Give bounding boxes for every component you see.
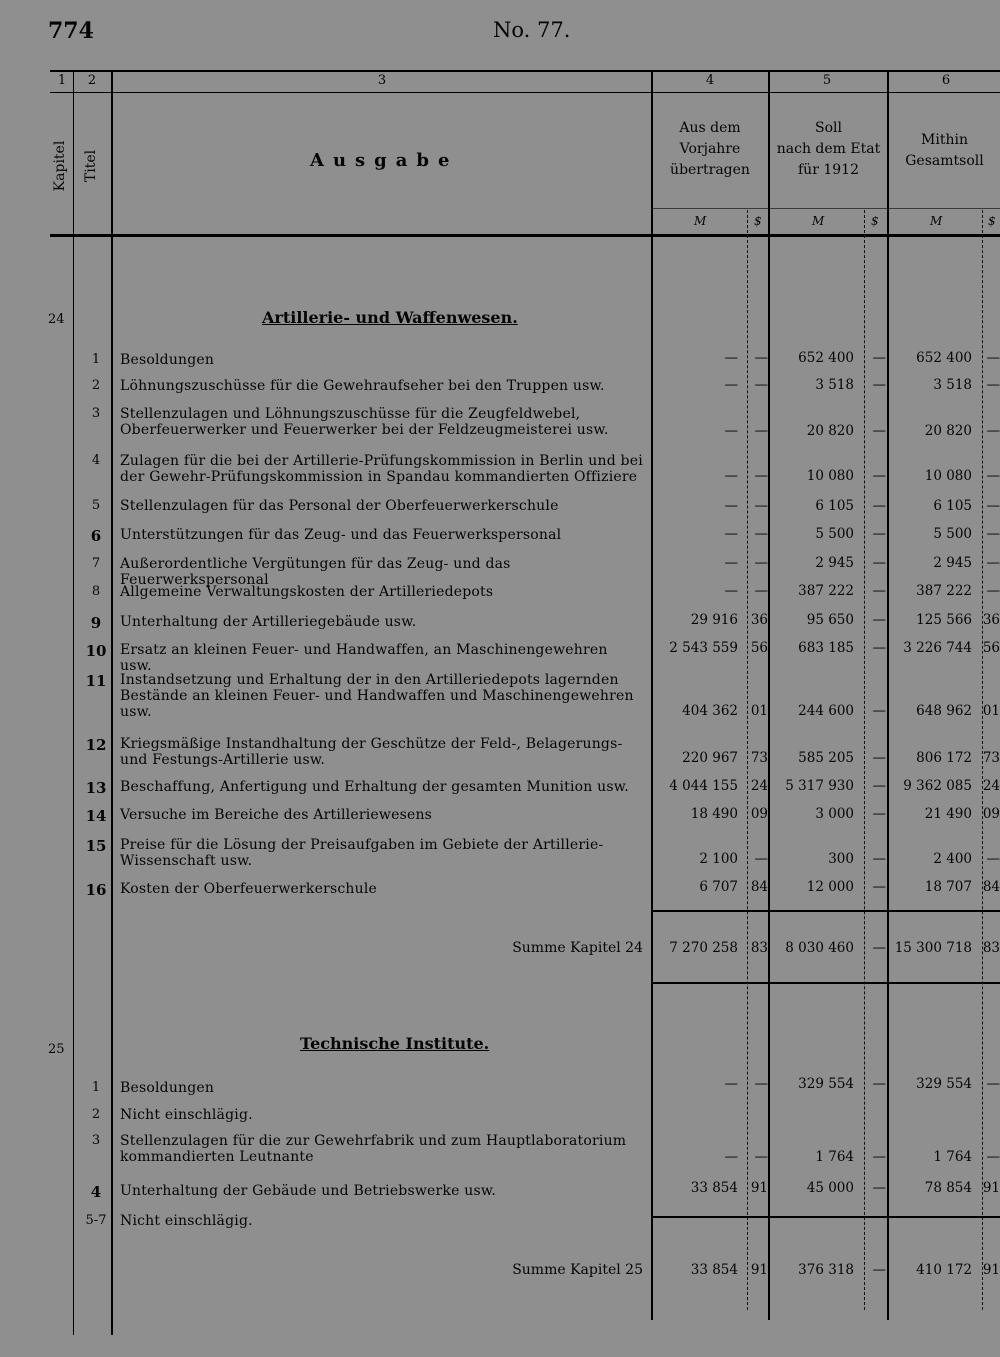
row-value-c6p: 36 [982, 612, 1000, 628]
row-value-c4m: 33 854 [690, 1180, 738, 1196]
sum-value: 410 172 [916, 1262, 972, 1278]
row-label: Stellenzulagen und Löhnungszuschüsse für die Zeugfeldwebel, Oberfeuerwerker und Feuerwerker bei der Feldzeugmeisterei usw. [120, 406, 609, 438]
row-value-c4m: — [724, 350, 738, 366]
row-value-c5p: — [872, 806, 886, 822]
col6-header [889, 130, 1000, 172]
titel-number: 3 [91, 406, 101, 421]
sum-value: 83 [982, 940, 1000, 956]
row-value-c4p: — [754, 1076, 768, 1092]
row-value-c5m: 300 [828, 851, 854, 867]
row-value-c4m: 2 543 559 [669, 640, 738, 656]
row-value-c6m: 18 707 [924, 879, 972, 895]
row-value-c4p: — [754, 350, 768, 366]
row-value-c5p: — [872, 612, 886, 628]
row-value-c6p: — [986, 423, 1000, 439]
row-value-c5m: 5 317 930 [785, 778, 854, 794]
row-value-c5m: 10 080 [806, 468, 854, 484]
titel-header: Titel [83, 149, 99, 183]
row-value-c5m: 3 000 [815, 806, 854, 822]
row-label: Unterstützungen für das Zeug- und das Feuerwerkspersonal [120, 527, 562, 543]
col-number-6: 6 [941, 73, 951, 88]
col4-header [652, 118, 768, 181]
row-value-c6m: 5 500 [933, 526, 972, 542]
row-value-c4p: 36 [750, 612, 768, 628]
row-value-c5m: 329 554 [798, 1076, 854, 1092]
row-value-c5m: 652 400 [798, 350, 854, 366]
row-value-c6p: — [986, 851, 1000, 867]
row-label: Stellenzulagen für das Personal der Oberfeuerwerkerschule [120, 498, 559, 514]
col-number-3: 3 [377, 73, 387, 88]
row-label: Allgemeine Verwaltungskosten der Artilleriedepots [120, 584, 494, 600]
col6-header-line: Mithin [921, 132, 968, 148]
row-value-c5p: — [872, 555, 886, 571]
sum-value: 7 270 258 [669, 940, 738, 956]
sum-value: 376 318 [798, 1262, 854, 1278]
row-value-c4p: 24 [750, 778, 768, 794]
titel-number: 8 [91, 584, 101, 599]
row-value-c4p: 91 [750, 1180, 768, 1196]
titel-number: 1 [91, 1080, 101, 1095]
row-label: Außerordentliche Vergütungen für das Zeug- und das Feuerwerkspersonal [120, 556, 511, 588]
col4-pf-unit: $ [754, 214, 762, 228]
row-value-c4p: 56 [750, 640, 768, 656]
row-value-c5m: 95 650 [806, 612, 854, 628]
row-label: Beschaffung, Anfertigung und Erhaltung der gesamten Munition usw. [120, 779, 629, 795]
row-label: Preise für die Lösung der Preisaufgaben im Gebiete der Artillerie-Wissenschaft usw. [120, 837, 604, 869]
row-value-c6p: — [986, 1149, 1000, 1165]
titel-number: 9 [90, 614, 102, 632]
row-value-c5m: 387 222 [798, 583, 854, 599]
row-value-c6p: 91 [982, 1180, 1000, 1196]
row-value-c6p: — [986, 555, 1000, 571]
sum-value: 91 [750, 1262, 768, 1278]
row-value-c6p: 73 [982, 750, 1000, 766]
col-number-2: 2 [87, 73, 97, 88]
header-bottom-rule [50, 234, 1000, 237]
row-value-c4p: — [754, 851, 768, 867]
row-value-c5p: — [872, 423, 886, 439]
row-value-c4p: 73 [750, 750, 768, 766]
row-value-c5p: — [872, 468, 886, 484]
row-value-c5m: 1 764 [815, 1149, 854, 1165]
row-value-c5p: — [872, 879, 886, 895]
sum24-top-rule [652, 910, 1000, 912]
row-value-c5m: 45 000 [806, 1180, 854, 1196]
col6-pf-unit: $ [988, 214, 996, 228]
row-value-c5m: 683 185 [798, 640, 854, 656]
col5-header [770, 118, 887, 181]
row-value-c6m: 3 518 [933, 377, 972, 393]
sum-value: 83 [750, 940, 768, 956]
row-value-c5m: 585 205 [798, 750, 854, 766]
row-value-c5m: 20 820 [806, 423, 854, 439]
col4-header-line: übertragen [670, 162, 750, 178]
col-number-4: 4 [705, 73, 715, 88]
row-value-c4m: — [724, 468, 738, 484]
col5-header-line: Soll [815, 120, 842, 136]
row-value-c6p: — [986, 526, 1000, 542]
row-value-c6p: — [986, 498, 1000, 514]
row-label: Zulagen für die bei der Artillerie-Prüfungskommission in Berlin und bei der Gewehr-Prüfungskommission in Spandau kommandierten Offiziere [120, 453, 643, 485]
row-value-c6m: 125 566 [916, 612, 972, 628]
section-title: Artillerie- und Waffenwesen. [262, 308, 518, 327]
row-value-c4m: — [724, 423, 738, 439]
row-value-c4p: 01 [750, 703, 768, 719]
row-value-c6m: 387 222 [916, 583, 972, 599]
table-top-rule [50, 70, 1000, 72]
sum-value: 33 854 [690, 1262, 738, 1278]
row-label: Versuche im Bereiche des Artilleriewesens [120, 807, 433, 823]
row-value-c4p: — [754, 423, 768, 439]
ausgabe-header: Ausgabe [310, 150, 459, 171]
row-value-c5p: — [872, 1180, 886, 1196]
col-number-1: 1 [57, 73, 67, 88]
titel-number: 2 [91, 1107, 101, 1122]
row-label: Instandsetzung und Erhaltung der in den Artilleriedepots lagernden Bestände an kleinen Feuer- und Handwaffen und Maschinengewehren usw. [120, 672, 634, 720]
kapitel-number: 25 [48, 1042, 65, 1057]
row-value-c5p: — [872, 1076, 886, 1092]
col-divider-5 [887, 70, 889, 1320]
col-divider-1 [73, 70, 74, 1335]
row-value-c6m: 3 226 744 [903, 640, 972, 656]
row-value-c4m: — [724, 583, 738, 599]
row-label: Nicht einschlägig. [120, 1213, 253, 1229]
row-value-c6m: 329 554 [916, 1076, 972, 1092]
row-value-c4m: 6 707 [699, 879, 738, 895]
row-value-c5p: — [872, 778, 886, 794]
section-title: Technische Institute. [300, 1034, 490, 1053]
row-value-c6p: 24 [982, 778, 1000, 794]
row-value-c4p: 84 [750, 879, 768, 895]
row-value-c4m: 404 362 [682, 703, 738, 719]
titel-number: 16 [85, 881, 107, 899]
row-value-c4m: 220 967 [682, 750, 738, 766]
col5-pf-unit: $ [871, 214, 879, 228]
row-value-c5m: 6 105 [815, 498, 854, 514]
col-number-5: 5 [822, 73, 832, 88]
row-value-c4m: 18 490 [690, 806, 738, 822]
row-value-c6m: 648 962 [916, 703, 972, 719]
row-value-c6p: 56 [982, 640, 1000, 656]
titel-number: 14 [85, 807, 107, 825]
kapitel-number: 24 [48, 312, 65, 327]
row-value-c4m: — [724, 377, 738, 393]
row-value-c4m: 4 044 155 [669, 778, 738, 794]
titel-number: 10 [85, 642, 107, 660]
row-value-c6m: 6 105 [933, 498, 972, 514]
titel-number: 5-7 [85, 1213, 107, 1228]
row-value-c6p: — [986, 1076, 1000, 1092]
row-value-c4m: — [724, 1076, 738, 1092]
row-value-c5m: 2 945 [815, 555, 854, 571]
titel-number: 13 [85, 779, 107, 797]
row-value-c5p: — [872, 583, 886, 599]
row-value-c6m: 1 764 [933, 1149, 972, 1165]
row-value-c5p: — [872, 350, 886, 366]
titel-number: 12 [85, 736, 107, 754]
row-value-c5p: — [872, 526, 886, 542]
titel-number: 1 [91, 352, 101, 367]
sum-value: 15 300 718 [894, 940, 972, 956]
row-value-c4p: — [754, 468, 768, 484]
titel-number: 5 [91, 498, 101, 513]
row-label: Kriegsmäßige Instandhaltung der Geschütze der Feld-, Belagerungs- und Festungs-Artillerie usw. [120, 736, 623, 768]
sum-label: Summe Kapitel 25 [512, 1262, 643, 1278]
row-value-c4m: — [724, 555, 738, 571]
row-value-c6p: 84 [982, 879, 1000, 895]
row-value-c6m: 20 820 [924, 423, 972, 439]
sum-value: 8 030 460 [785, 940, 854, 956]
row-value-c4p: 09 [750, 806, 768, 822]
row-value-c5p: — [872, 640, 886, 656]
row-label: Besoldungen [120, 1080, 215, 1096]
row-value-c6m: 806 172 [916, 750, 972, 766]
row-value-c5m: 3 518 [815, 377, 854, 393]
row-value-c4m: 2 100 [699, 851, 738, 867]
kapitel-header: Kapitel [52, 140, 68, 192]
row-value-c5p: — [872, 750, 886, 766]
row-value-c4p: — [754, 498, 768, 514]
row-value-c5p: — [872, 703, 886, 719]
sum-value: — [872, 940, 886, 956]
row-value-c4m: — [724, 498, 738, 514]
row-value-c4p: — [754, 526, 768, 542]
row-label: Kosten der Oberfeuerwerkerschule [120, 881, 377, 897]
row-value-c5m: 5 500 [815, 526, 854, 542]
row-value-c6p: 01 [982, 703, 1000, 719]
sum-value: — [872, 1262, 886, 1278]
col5-header-line: nach dem Etat [776, 141, 881, 157]
row-value-c4m: — [724, 1149, 738, 1165]
row-value-c5m: 244 600 [798, 703, 854, 719]
row-label: Stellenzulagen für die zur Gewehrfabrik und zum Hauptlaboratorium kommandierten Leutnante [120, 1133, 627, 1165]
col-number-rule [50, 92, 1000, 93]
titel-number: 3 [91, 1133, 101, 1148]
col-divider-3 [651, 70, 653, 1320]
sum24-bottom-rule [652, 982, 1000, 984]
sum-value: 91 [982, 1262, 1000, 1278]
row-value-c6m: 2 945 [933, 555, 972, 571]
row-value-c6p: — [986, 350, 1000, 366]
titel-number: 4 [91, 453, 101, 468]
unit-rule [652, 208, 1000, 209]
row-value-c6m: 10 080 [924, 468, 972, 484]
row-value-c5p: — [872, 1149, 886, 1165]
titel-number: 15 [85, 837, 107, 855]
row-value-c5p: — [872, 851, 886, 867]
row-label: Nicht einschlägig. [120, 1107, 253, 1123]
row-value-c6m: 78 854 [924, 1180, 972, 1196]
row-value-c6p: — [986, 377, 1000, 393]
row-value-c6m: 9 362 085 [903, 778, 972, 794]
row-label: Unterhaltung der Gebäude und Betriebswerke usw. [120, 1183, 497, 1199]
col4-header-line: Aus dem [679, 120, 741, 136]
row-value-c5m: 12 000 [806, 879, 854, 895]
col4-mark-unit: M [694, 214, 707, 228]
row-value-c6m: 2 400 [933, 851, 972, 867]
sum25-top-rule [652, 1216, 1000, 1218]
row-value-c4m: — [724, 526, 738, 542]
titel-number: 7 [91, 556, 101, 571]
titel-number: 4 [90, 1183, 102, 1201]
titel-number: 11 [85, 672, 107, 690]
titel-number: 2 [91, 378, 101, 393]
row-value-c6p: — [986, 583, 1000, 599]
row-value-c4p: — [754, 1149, 768, 1165]
row-value-c4p: — [754, 555, 768, 571]
row-value-c4p: — [754, 583, 768, 599]
col4-header-line: Vorjahre [679, 141, 741, 157]
row-label: Ersatz an kleinen Feuer- und Handwaffen, an Maschinengewehren usw. [120, 642, 608, 674]
document-number: No. 77. [493, 18, 571, 42]
row-value-c4p: — [754, 377, 768, 393]
row-value-c5p: — [872, 498, 886, 514]
col6-header-line: Gesamtsoll [905, 153, 984, 169]
row-label: Unterhaltung der Artilleriegebäude usw. [120, 614, 417, 630]
titel-number: 6 [90, 527, 102, 545]
page-number: 774 [48, 18, 94, 44]
row-value-c4m: 29 916 [690, 612, 738, 628]
row-value-c5p: — [872, 377, 886, 393]
row-label: Besoldungen [120, 352, 215, 368]
col6-mark-unit: M [930, 214, 943, 228]
col-divider-2 [111, 70, 113, 1335]
sum-label: Summe Kapitel 24 [512, 940, 643, 956]
col5-mark-unit: M [812, 214, 825, 228]
col5-header-line: für 1912 [798, 162, 859, 178]
row-value-c6p: 09 [982, 806, 1000, 822]
row-value-c6m: 21 490 [924, 806, 972, 822]
row-value-c6p: — [986, 468, 1000, 484]
col-divider-4 [768, 70, 770, 1320]
row-value-c6m: 652 400 [916, 350, 972, 366]
row-label: Löhnungszuschüsse für die Gewehraufseher bei den Truppen usw. [120, 378, 605, 394]
